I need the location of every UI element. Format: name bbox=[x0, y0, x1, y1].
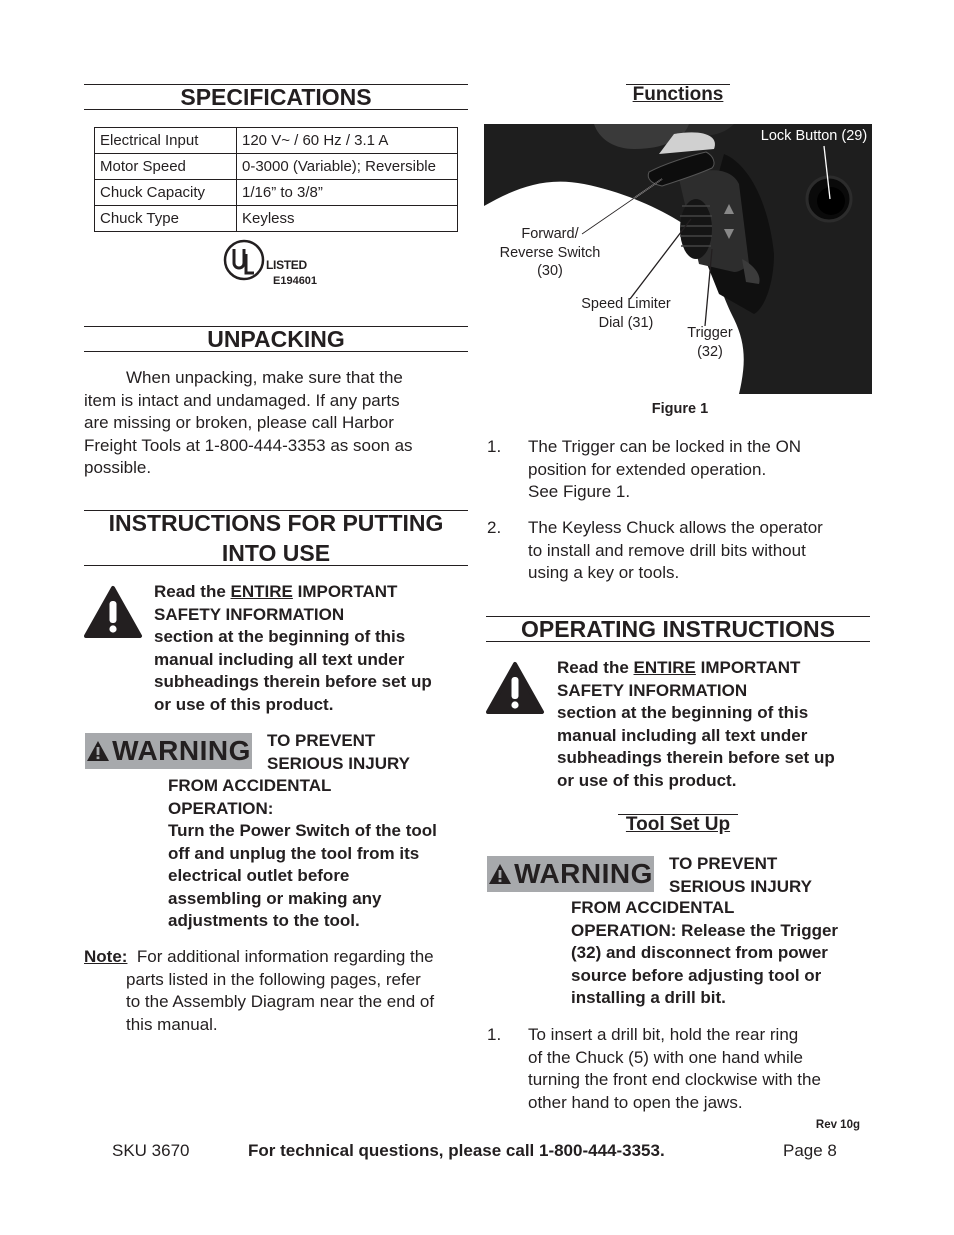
operating-step-1 bbox=[487, 1024, 867, 1114]
footer-tech-line: For technical questions, please call 1-800-444-3353. bbox=[248, 1141, 665, 1160]
item-text bbox=[528, 1024, 867, 1114]
warning-heading bbox=[669, 853, 869, 898]
spec-label: Electrical Input bbox=[95, 128, 237, 154]
safety-line: manual including all text under bbox=[557, 725, 808, 745]
warning-badge bbox=[487, 856, 654, 892]
unpacking-line: are missing or broken, please call Harbor bbox=[84, 413, 394, 432]
table-row bbox=[95, 128, 458, 154]
instructions-title bbox=[84, 508, 468, 568]
safety-line: or use of this product. bbox=[154, 694, 334, 714]
safety-entire-text: ENTIRE bbox=[633, 658, 696, 677]
safety-line: section at the beginning of this bbox=[557, 703, 809, 722]
warning-heading bbox=[267, 730, 467, 775]
specifications-bottom-rule bbox=[84, 109, 468, 110]
warning-line: source before adjusting tool or bbox=[571, 965, 822, 985]
ul-code: E194601 bbox=[273, 275, 318, 287]
revision-label: Rev 10g bbox=[815, 1119, 860, 1131]
item-line: position for extended operation. bbox=[528, 459, 767, 479]
spec-value: Keyless bbox=[237, 206, 458, 232]
label-line: Forward/ bbox=[521, 226, 579, 242]
safety-alert-icon bbox=[83, 585, 143, 639]
label-line: Reverse Switch bbox=[499, 244, 601, 261]
warning-line: assembling or making any bbox=[168, 888, 382, 908]
safety-line: subheadings therein before set up bbox=[557, 748, 835, 767]
unpacking-title: UNPACKING bbox=[207, 326, 345, 352]
instructions-title-line2: INTO USE bbox=[221, 540, 331, 566]
ul-listed-mark bbox=[222, 238, 332, 288]
safety-alert-icon bbox=[485, 661, 545, 715]
item-line: See Figure 1. bbox=[528, 482, 631, 501]
note-first-line bbox=[84, 946, 468, 969]
safety-first-line bbox=[154, 581, 464, 604]
table-row bbox=[95, 180, 458, 206]
warning-line: FROM ACCIDENTAL bbox=[571, 898, 735, 917]
safety-line: section at the beginning of this bbox=[154, 627, 406, 646]
warning-line: FROM ACCIDENTAL bbox=[168, 776, 332, 795]
warning-head-line: SERIOUS INJURY bbox=[669, 876, 812, 896]
footer-page: Page 8 bbox=[783, 1141, 837, 1160]
unpacking-line: Freight Tools at 1-800-444-3353 as soon as bbox=[84, 435, 413, 455]
specifications-table bbox=[94, 127, 458, 232]
trigger-label bbox=[676, 324, 744, 361]
spec-value: 0-3000 (Variable); Reversible bbox=[237, 154, 458, 180]
warning-body bbox=[168, 775, 468, 933]
functions-title: Functions bbox=[632, 84, 724, 105]
figure-1-photo bbox=[484, 124, 872, 394]
warning-head-line: TO PREVENT bbox=[669, 854, 778, 873]
spec-label: Chuck Type bbox=[95, 206, 237, 232]
label-line: Trigger bbox=[687, 325, 733, 341]
item-line: using a key or tools. bbox=[528, 563, 680, 582]
note-paragraph bbox=[84, 946, 468, 1036]
item-line: The Keyless Chuck allows the operator bbox=[528, 518, 823, 537]
item-line: To insert a drill bit, hold the rear ring bbox=[528, 1025, 799, 1044]
safety-entire-text: ENTIRE bbox=[230, 582, 293, 601]
spec-label: Motor Speed bbox=[95, 154, 237, 180]
warning-line: off and unplug the tool from its bbox=[168, 843, 420, 863]
item-line: turning the front end clockwise with the bbox=[528, 1070, 821, 1089]
ul-listed-text: LISTED bbox=[266, 258, 307, 272]
footer-sku: SKU 3670 bbox=[112, 1141, 190, 1160]
unpacking-bottom-rule bbox=[84, 351, 468, 352]
operating-bottom-rule bbox=[486, 641, 870, 642]
item-text bbox=[528, 517, 867, 585]
warning-triangle-icon bbox=[488, 863, 512, 885]
operating-safety-text bbox=[557, 657, 867, 792]
table-row bbox=[95, 154, 458, 180]
warning-body bbox=[571, 897, 871, 1010]
item-number: 1. bbox=[487, 437, 502, 456]
warning-head-line: SERIOUS INJURY bbox=[267, 753, 410, 773]
lock-button-label: Lock Button (29) bbox=[760, 128, 868, 144]
note-line: to the Assembly Diagram near the end of bbox=[126, 992, 435, 1011]
spec-value: 120 V~ / 60 Hz / 3.1 A bbox=[237, 128, 458, 154]
unpacking-line: item is intact and undamaged. If any parts bbox=[84, 390, 400, 410]
safety-first-line bbox=[557, 657, 867, 680]
note-first-text: For additional information regarding the bbox=[136, 947, 434, 966]
warning-head-line: TO PREVENT bbox=[267, 731, 376, 750]
warning-label: WARNING bbox=[514, 858, 653, 889]
instructions-title-line1: INSTRUCTIONS FOR PUTTING bbox=[108, 510, 444, 536]
speed-limiter-label bbox=[570, 295, 682, 332]
safety-important-text: IMPORTANT bbox=[297, 582, 398, 601]
item-line: of the Chuck (5) with one hand while bbox=[528, 1047, 803, 1067]
item-number: 2. bbox=[487, 518, 502, 537]
warning-line: adjustments to the tool. bbox=[168, 911, 360, 930]
safety-read-text: Read the bbox=[557, 658, 629, 677]
functions-item-2 bbox=[487, 517, 867, 585]
ul-logo-icon bbox=[222, 238, 266, 282]
item-line: The Trigger can be locked in the ON bbox=[528, 437, 802, 456]
safety-line: SAFETY INFORMATION bbox=[557, 680, 748, 700]
safety-read-text: Read the bbox=[154, 582, 226, 601]
label-line: (32) bbox=[697, 343, 723, 360]
label-line: Dial (31) bbox=[598, 314, 654, 331]
operating-title: OPERATING INSTRUCTIONS bbox=[521, 616, 835, 642]
figure-caption: Figure 1 bbox=[651, 401, 709, 417]
specifications-title: SPECIFICATIONS bbox=[180, 84, 372, 110]
forward-reverse-label bbox=[486, 225, 614, 281]
instructions-bottom-rule bbox=[84, 565, 468, 566]
safety-line: SAFETY INFORMATION bbox=[154, 604, 345, 624]
unpacking-line: possible. bbox=[84, 458, 152, 477]
functions-item-1 bbox=[487, 436, 867, 504]
item-number: 1. bbox=[487, 1025, 502, 1044]
item-line: other hand to open the jaws. bbox=[528, 1092, 743, 1112]
tool-setup-title: Tool Set Up bbox=[625, 814, 731, 835]
item-text bbox=[528, 436, 867, 504]
unpacking-line: When unpacking, make sure that the bbox=[126, 368, 403, 387]
warning-triangle-icon bbox=[86, 740, 110, 762]
safety-line: subheadings therein before set up bbox=[154, 672, 432, 691]
warning-line: OPERATION: bbox=[168, 798, 274, 818]
spec-label: Chuck Capacity bbox=[95, 180, 237, 206]
warning-label: WARNING bbox=[112, 735, 251, 766]
label-line: Speed Limiter bbox=[581, 296, 671, 312]
warning-line: Turn the Power Switch of the tool bbox=[168, 821, 437, 840]
safety-line: manual including all text under bbox=[154, 649, 405, 669]
warning-line: (32) and disconnect from power bbox=[571, 943, 828, 962]
label-line: (30) bbox=[537, 263, 563, 279]
warning-line: installing a drill bit. bbox=[571, 988, 726, 1007]
warning-line: OPERATION: Release the Trigger bbox=[571, 920, 839, 940]
safety-important-text: IMPORTANT bbox=[700, 658, 801, 677]
instructions-safety-text bbox=[154, 581, 464, 716]
warning-line: electrical outlet before bbox=[168, 866, 350, 885]
note-label: Note: bbox=[84, 947, 128, 966]
warning-badge bbox=[85, 733, 252, 769]
item-line: to install and remove drill bits without bbox=[528, 540, 806, 560]
note-line: this manual. bbox=[126, 1014, 218, 1034]
table-row bbox=[95, 206, 458, 232]
unpacking-paragraph bbox=[84, 367, 468, 480]
note-line: parts listed in the following pages, refer bbox=[126, 969, 421, 989]
safety-line: or use of this product. bbox=[557, 770, 737, 790]
spec-value: 1/16” to 3/8” bbox=[237, 180, 458, 206]
